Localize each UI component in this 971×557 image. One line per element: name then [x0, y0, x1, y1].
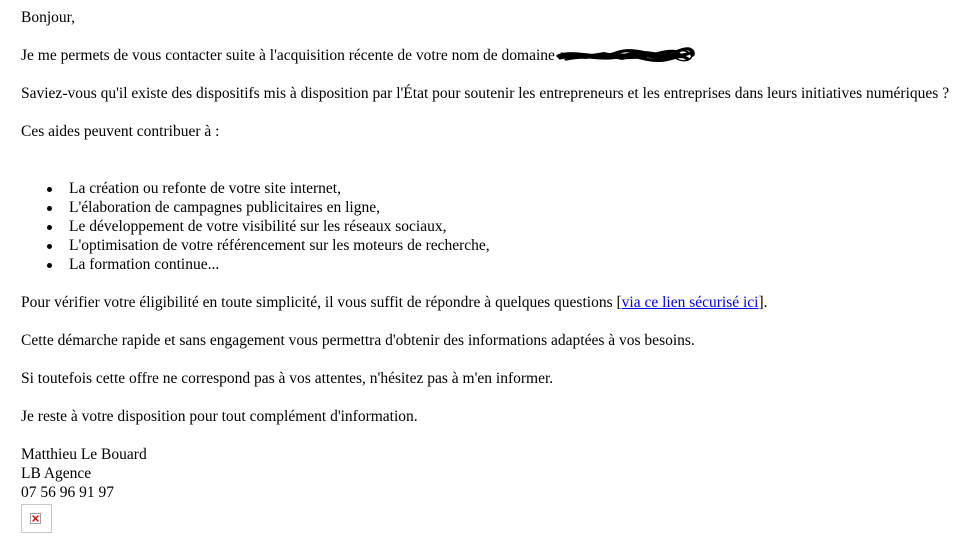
secure-link[interactable]: via ce lien sécurisé ici [621, 294, 759, 311]
signature [21, 445, 966, 502]
eligibility-prefix: Pour vérifier votre éligibilité en toute simplicité, il vous suffit de répondre à quelques questions [ [21, 294, 622, 311]
blank-line [21, 160, 966, 179]
question-paragraph: Saviez-vous qu'il existe des dispositifs mis à disposition par l'État pour soutenir les entrepreneurs et les entreprises dans leurs initiatives numériques ? [21, 85, 950, 102]
email-body [21, 8, 966, 533]
closing-paragraph: Je reste à votre disposition pour tout complément d'information. [21, 408, 418, 425]
bullet-icon [47, 244, 52, 249]
bullet-icon [47, 187, 52, 192]
broken-image-icon [30, 513, 41, 524]
signature-name: Matthieu Le Bouard [21, 446, 147, 463]
list-item: La formation continue... [69, 255, 966, 274]
intro-text: Je me permets de vous contacter suite à l'acquisition récente de votre nom de domaine [21, 47, 555, 64]
redacted-domain-scribble [556, 47, 694, 63]
list-item: Le développement de votre visibilité sur les réseaux sociaux, [69, 217, 966, 236]
signature-phone: 07 56 96 91 97 [21, 484, 114, 501]
bullet-icon [47, 206, 52, 211]
aids-list [21, 179, 966, 274]
eligibility-suffix: ]. [758, 294, 768, 311]
bullet-icon [47, 225, 52, 230]
process-paragraph: Cette démarche rapide et sans engagement vous permettra d'obtenir des informations adaptées à vos besoins. [21, 332, 695, 349]
list-item: L'élaboration de campagnes publicitaires en ligne, [69, 198, 966, 217]
list-item: L'optimisation de votre référencement sur les moteurs de recherche, [69, 236, 966, 255]
aids-intro: Ces aides peuvent contribuer à : [21, 123, 220, 140]
broken-image-placeholder[interactable] [21, 504, 52, 533]
bullet-icon [47, 263, 52, 268]
list-item: La création ou refonte de votre site internet, [69, 179, 966, 198]
optout-paragraph: Si toutefois cette offre ne correspond pas à vos attentes, n'hésitez pas à m'en informer. [21, 370, 554, 387]
greeting: Bonjour, [21, 9, 76, 26]
intro-paragraph [21, 46, 966, 65]
eligibility-paragraph [21, 293, 966, 312]
signature-company: LB Agence [21, 465, 92, 482]
